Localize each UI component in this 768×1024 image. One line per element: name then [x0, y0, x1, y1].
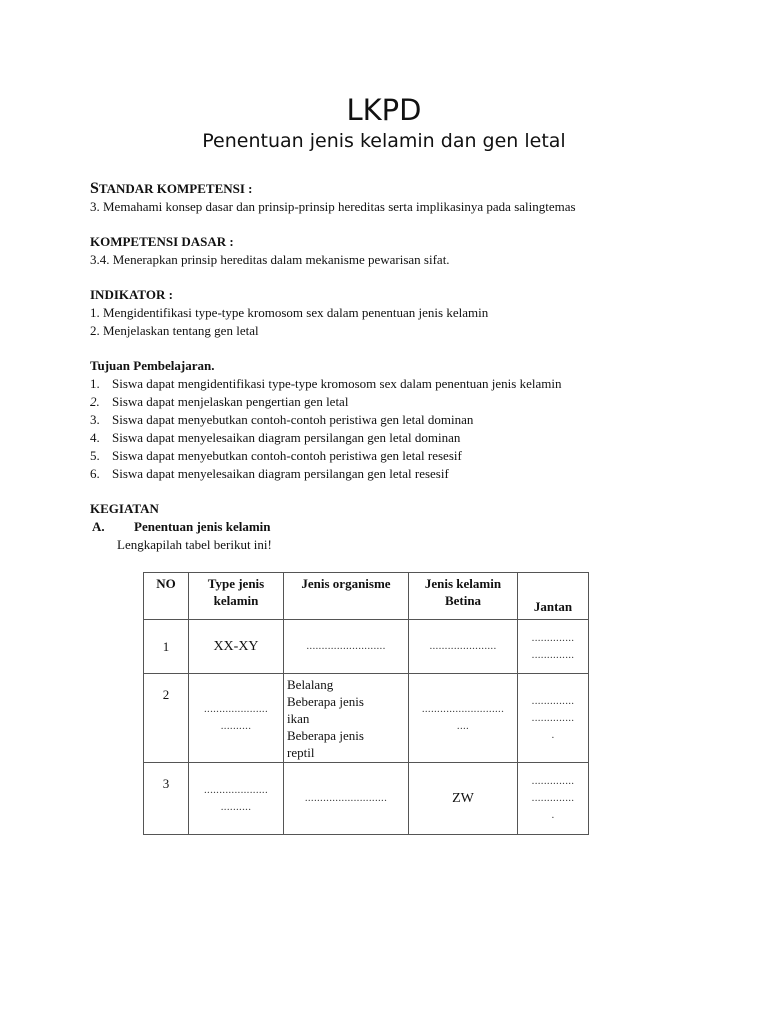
- document-body: [90, 180, 710, 554]
- cell-type-blank[interactable]: ..................... ..........: [189, 763, 284, 835]
- table-row: [144, 620, 589, 674]
- tujuan-item: 3. Siswa dapat menyebutkan contoh-contoh peristiwa gen letal dominan: [90, 412, 474, 427]
- header-kelamin-betina: Jenis kelamin Betina: [409, 573, 518, 620]
- cell-jantan-blank[interactable]: .............. ..............: [518, 620, 589, 674]
- header-type: Type jenis kelamin: [189, 573, 284, 620]
- kompetensi-item: 3.4. Menerapkan prinsip hereditas dalam mekanisme pewarisan sifat.: [90, 252, 450, 267]
- kompetensi-heading: KOMPETENSI DASAR :: [90, 234, 234, 249]
- indikator-heading: INDIKATOR :: [90, 287, 173, 302]
- cell-betina-blank[interactable]: ......................: [409, 620, 518, 674]
- cell-organisme-blank[interactable]: ...........................: [284, 763, 409, 835]
- cell-jantan-blank[interactable]: .............. .............. .: [518, 674, 589, 763]
- page-subtitle: Penentuan jenis kelamin dan gen letal: [202, 130, 566, 152]
- cell-no: 1: [144, 620, 189, 674]
- kegiatan-heading: KEGIATAN: [90, 501, 159, 516]
- tujuan-item: 6. Siswa dapat menyelesaikan diagram persilangan gen letal resesif: [90, 466, 449, 481]
- header-organisme: Jenis organisme: [284, 573, 409, 620]
- kegiatan-instruction: Lengkapilah tabel berikut ini!: [117, 537, 272, 552]
- tujuan-item: 2. Siswa dapat menjelaskan pengertian gen letal: [90, 394, 349, 409]
- cell-organisme: Belalang Beberapa jenis ikan Beberapa jenis reptil: [284, 674, 409, 763]
- cell-no: 2: [144, 674, 189, 763]
- cell-no: 3: [144, 763, 189, 835]
- cell-betina-blank[interactable]: ........................... ....: [409, 674, 518, 763]
- tujuan-heading: Tujuan Pembelajaran.: [90, 358, 215, 373]
- tujuan-item: 4. Siswa dapat menyelesaikan diagram persilangan gen letal dominan: [90, 430, 461, 445]
- worksheet-table: [143, 572, 589, 835]
- indikator-item: 1. Mengidentifikasi type-type kromosom sex dalam penentuan jenis kelamin: [90, 305, 489, 320]
- cell-type: XX-XY: [189, 620, 284, 674]
- header-no: NO: [144, 573, 189, 620]
- standar-heading: STANDAR KOMPETENSI :: [90, 180, 253, 197]
- cell-type-blank[interactable]: ..................... ..........: [189, 674, 284, 763]
- table-header-row: [144, 573, 589, 620]
- tujuan-item: 5. Siswa dapat menyebutkan contoh-contoh peristiwa gen letal resesif: [90, 448, 462, 463]
- kegiatan-section-title: A. Penentuan jenis kelamin: [92, 519, 271, 534]
- table-row: [144, 763, 589, 835]
- standar-item: 3. Memahami konsep dasar dan prinsip-prinsip hereditas serta implikasinya pada salingtemas: [90, 199, 576, 214]
- indikator-item: 2. Menjelaskan tentang gen letal: [90, 323, 259, 338]
- cell-jantan-blank[interactable]: .............. .............. .: [518, 763, 589, 835]
- cell-betina: ZW: [409, 763, 518, 835]
- tujuan-item: 1. Siswa dapat mengidentifikasi type-type kromosom sex dalam penentuan jenis kelamin: [90, 376, 562, 391]
- cell-organisme-blank[interactable]: ..........................: [284, 620, 409, 674]
- header-jantan: Jantan: [518, 573, 589, 620]
- page-title: LKPD: [346, 93, 422, 127]
- table-row: [144, 674, 589, 763]
